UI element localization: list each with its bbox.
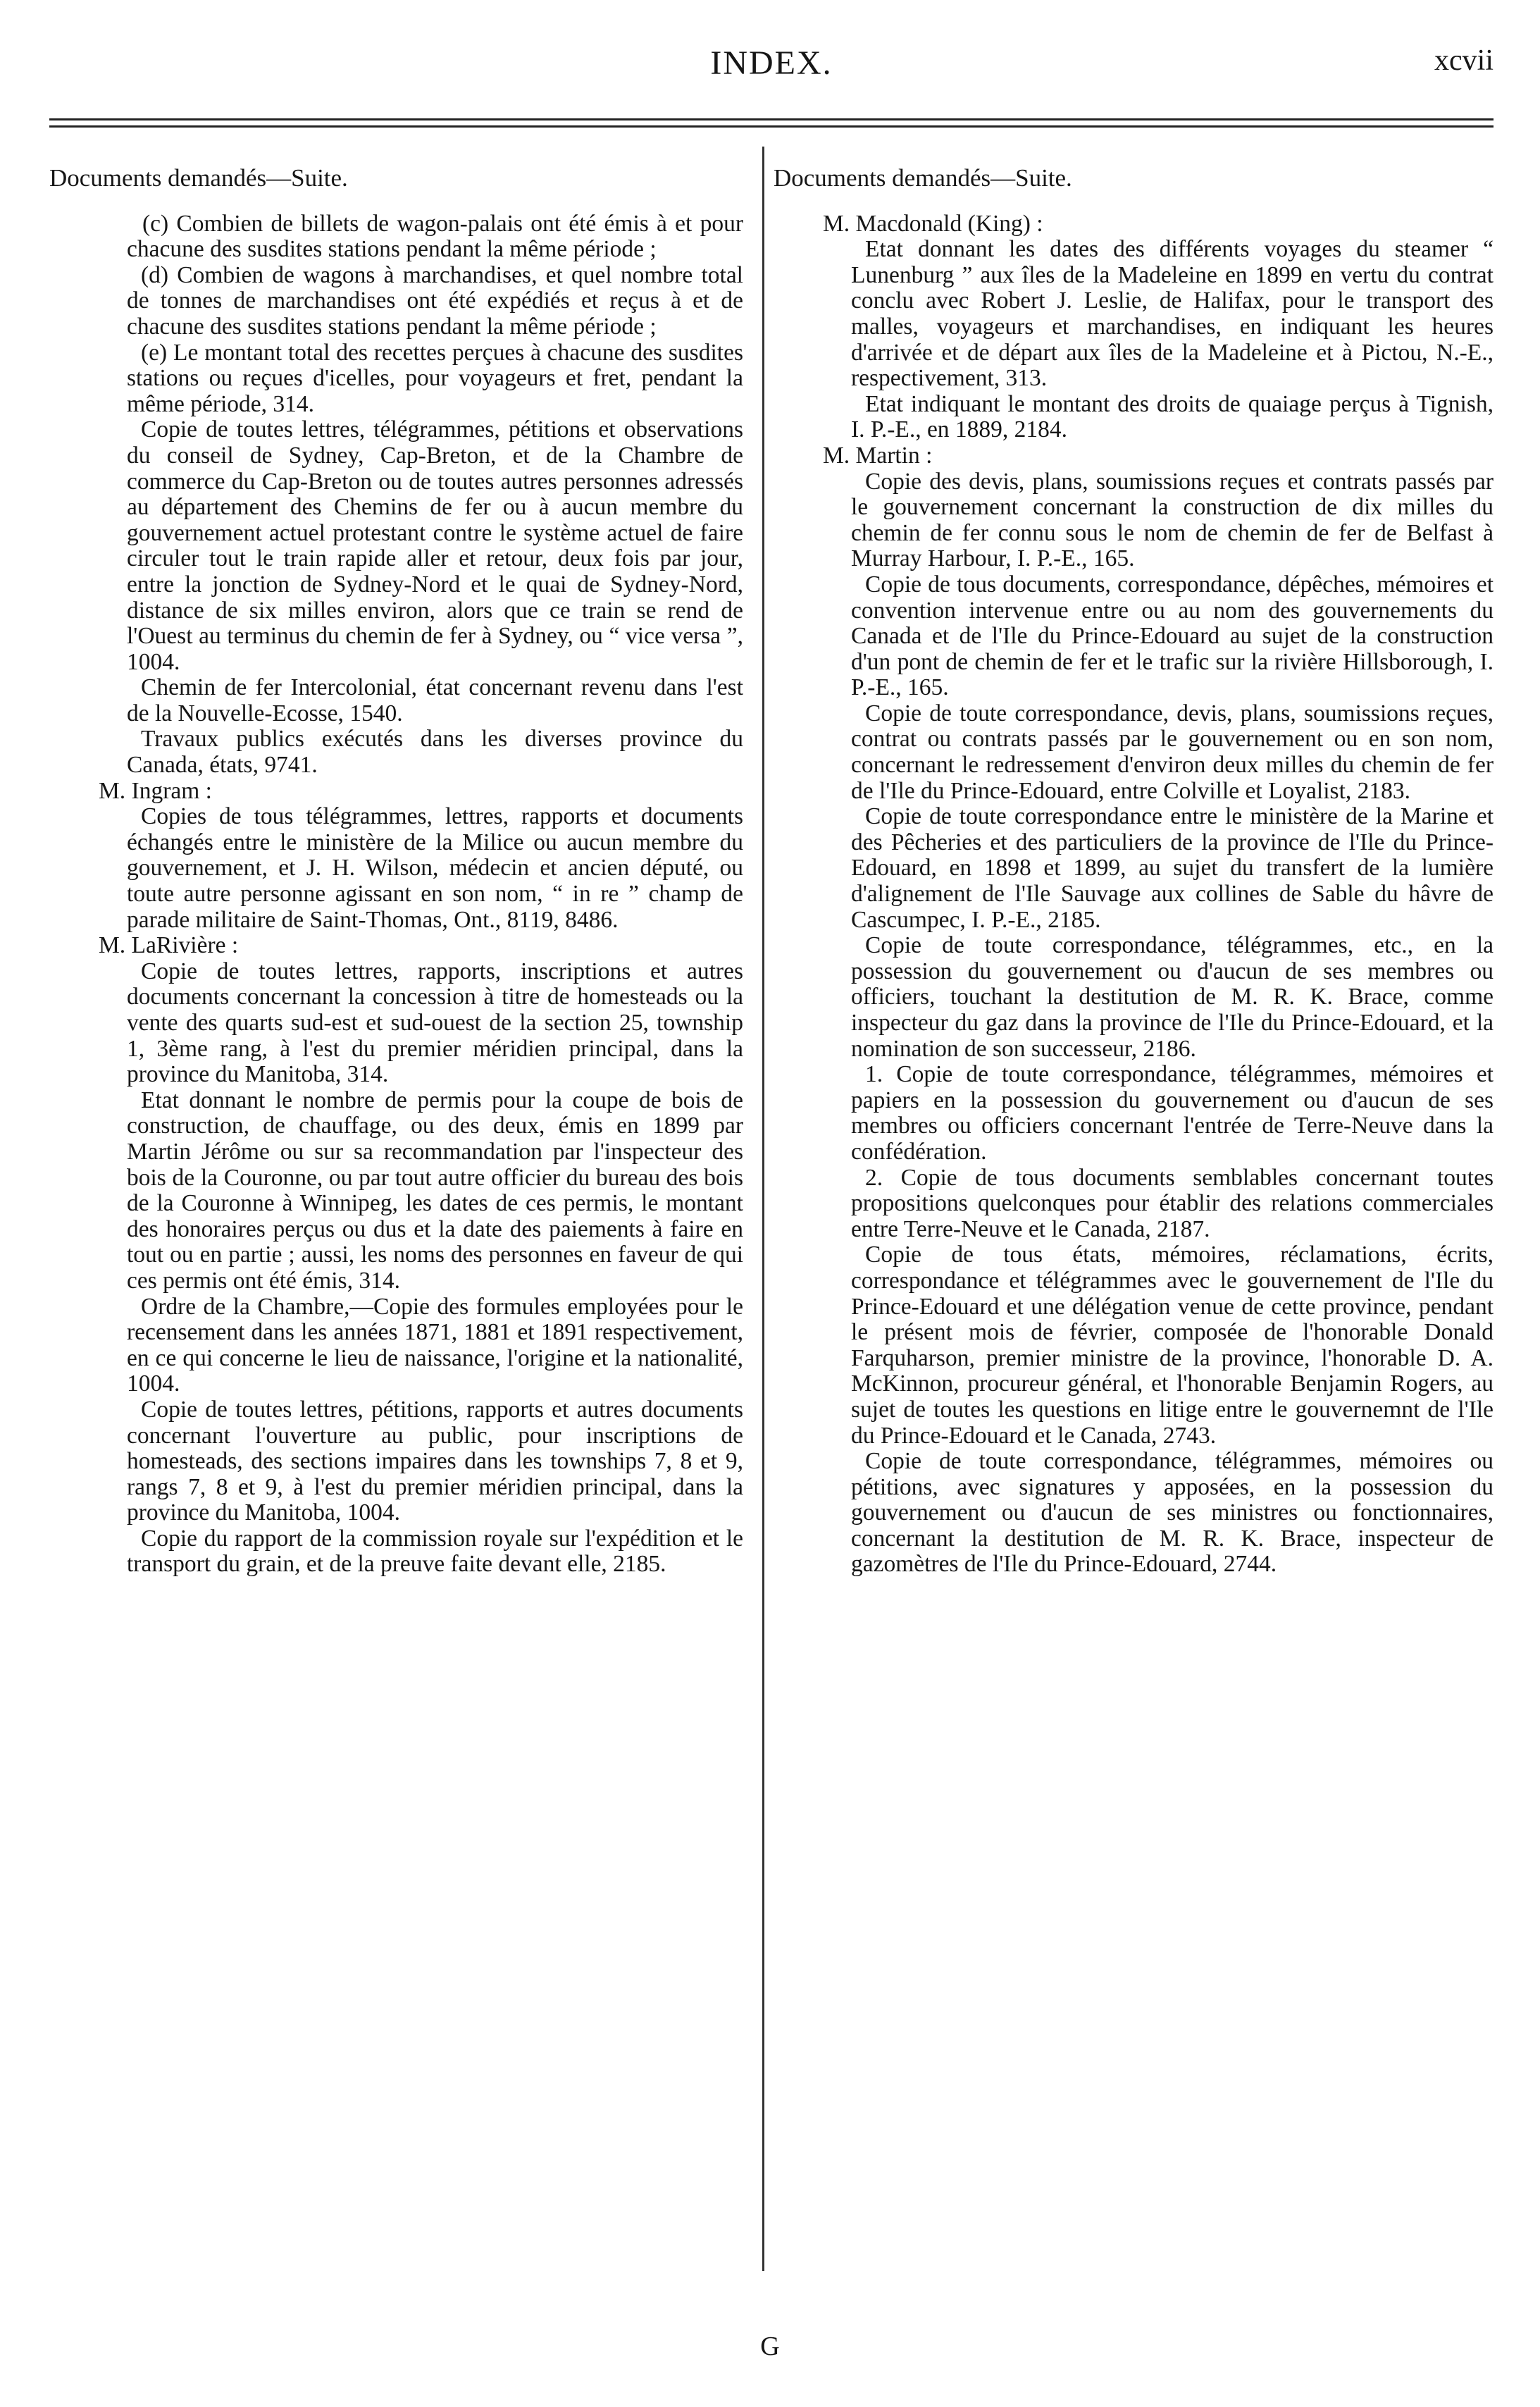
right-column-heading: Documents demandés—Suite. [774,164,1072,192]
index-entry: Copie de tous états, mémoires, réclamations, écrits, correspondance et télégrammes avec le gouvernement de l'Ile du Prince-Edouard et une délégation venue de cette province, pendant le présent mois de février, composée de l'honorable Donald Farquharson, premier ministre de la province, l'honorable D. A. McKinnon, procureur général, et l'honorable Benjamin Rogers, au sujet de toutes les questions en litige entre le gouvernemnt de l'Ile du Prince-Edouard et le Canada, 2743. [851,1242,1494,1449]
index-entry: Copie de toute correspondance, télégrammes, mémoires ou pétitions, avec signatures y apposées, en la possession du gouvernement ou d'aucun de ses ministres ou fonctionnaires, concernant la destitution de M. R. K. Brace, inspecteur de gazomètres de l'Ile du Prince-Edouard, 2744. [851,1448,1494,1578]
index-entry: Etat donnant le nombre de permis pour la coupe de bois de construction, de chauffage, ou des deux, émis en 1899 par Martin Jérôme ou sur sa recommandation par l'inspecteur des bois de la Couronne, ou par tout autre officier du bureau des bois de la Couronne à Winnipeg, les dates de ces permis, le montant des honoraires perçus ou dus et la date des paiements à faire en tout ou en partie ; aussi, les noms des personnes en faveur de qui ces permis ont été émis, 314. [127,1087,743,1294]
page-number: xcvii [1434,44,1494,77]
index-entry: Copie de tous documents, correspondance, dépêches, mémoires et convention intervenue entre ou au nom des gouvernements du Canada et de l'Ile du Prince-Edouard au sujet de la construction d'un pont de chemin de fer et le trafic sur la rivière Hillsborough, I. P.-E., 165. [851,571,1494,701]
header-rule-bottom [49,125,1494,128]
index-entry: Copie de toute correspondance, devis, plans, soumissions reçues, contrat ou contrats passés par le gouvernement ou en son nom, concernant le redressement d'environ deux milles du chemin de fer de l'Ile du Prince-Edouard, entre Colville et Loyalist, 2183. [851,700,1494,804]
index-entry: Copie de toutes lettres, télégrammes, pétitions et observations du conseil de Sydney, Cap-Breton, et de la Chambre de commerce du Cap-Breton ou de toutes autres personnes adressés au département des Chemins de fer ou à aucun membre du gouvernement actuel protestant contre le système actuel de faire circuler tout le train rapide aller et retour, deux fois par jour, entre la jonction de Sydney-Nord et le quai de Sydney-Nord, distance de six milles environ, alors que ce train se rend de l'Ouest au terminus du chemin de fer à Sydney, ou “ vice versa ”, 1004. [127,416,743,675]
member-name-ingram: M. Ingram : [99,777,212,804]
right-column [774,166,1494,1578]
index-entry: Etat indiquant le montant des droits de quaiage perçus à Tignish, I. P.-E., en 1889, 2184. [851,390,1494,443]
page-header [49,44,1494,86]
member-name-lariviere: M. LaRivière : [99,932,239,959]
left-column [49,166,743,1578]
member-name-macdonald: M. Macdonald (King) : [823,210,1043,237]
column-divider [762,147,764,2271]
page-title: INDEX. [710,44,833,82]
index-entry: (c) Combien de billets de wagon-palais ont été émis à et pour chacune des susdites stations pendant la même période ; [127,210,743,263]
header-rule-top [49,118,1494,120]
index-entry: (d) Combien de wagons à marchandises, et quel nombre total de tonnes de marchandises ont été expédiés et reçus à et de chacune des susdites stations pendant la même période ; [127,261,743,340]
index-entry: Copie des devis, plans, soumissions reçues et contrats passés par le gouvernement concernant la construction de dix milles du chemin de fer connu sous le nom de chemin de fer de Belfast à Murray Harbour, I. P.-E., 165. [851,468,1494,572]
index-entry: Etat donnant les dates des différents voyages du steamer “ Lunenburg ” aux îles de la Madeleine en 1899 en vertu du contrat conclu avec Robert J. Leslie, de Halifax, pour le transport des malles, voyageurs et marchandises, en indiquant les heures d'arrivée et de départ aux îles de la Madeleine et à Pictou, N.-E., respectivement, 313. [851,236,1494,392]
member-name-martin: M. Martin : [823,442,933,469]
index-entry: (e) Le montant total des recettes perçues à chacune des susdites stations ou reçues d'icelles, pour voyageurs et fret, pendant la même période, 314. [127,339,743,417]
index-entry: Travaux publics exécutés dans les diverses province du Canada, états, 9741. [127,726,743,779]
index-entry: Copie de toutes lettres, rapports, inscriptions et autres documents concernant la concession à titre de homesteads ou la vente des quarts sud-est et sud-ouest de la section 25, township 1, 3ème rang, à l'est du premier méridien principal, dans la province du Manitoba, 314. [127,958,743,1088]
index-entry: 2. Copie de tous documents semblables concernant toutes propositions quelconques pour établir des relations commerciales entre Terre-Neuve et le Canada, 2187. [851,1164,1494,1242]
index-entry: Chemin de fer Intercolonial, état concernant revenu dans l'est de la Nouvelle-Ecosse, 1540. [127,674,743,726]
index-entry: Copie de toute correspondance entre le ministère de la Marine et des Pêcheries et des particuliers de la province de l'Ile du Prince-Edouard, en 1898 et 1899, au sujet du transfert de la lumière d'alignement de l'Ile Sauvage aux collines de Sable du hâvre de Cascumpec, I. P.-E., 2185. [851,803,1494,933]
index-entry: Ordre de la Chambre,—Copie des formules employées pour le recensement dans les années 1871, 1881 et 1891 respectivement, en ce qui concerne le lieu de naissance, l'origine et la nationalité, 1004. [127,1293,743,1397]
index-entry: Copie du rapport de la commission royale sur l'expédition et le transport du grain, et de la preuve faite devant elle, 2185. [127,1525,743,1578]
left-column-heading: Documents demandés—Suite. [49,164,348,192]
index-entry: 1. Copie de toute correspondance, télégrammes, mémoires et papiers en la possession du gouvernement ou d'aucun de ses membres ou officiers concernant l'entrée de Terre-Neuve dans la confédération. [851,1061,1494,1165]
index-entry: Copies de tous télégrammes, lettres, rapports et documents échangés entre le ministère de la Milice ou aucun membre du gouvernement, et J. H. Wilson, médecin et ancien député, ou toute autre personne agissant en son nom, “ in re ” champ de parade militaire de Saint-Thomas, Ont., 8119, 8486. [127,803,743,933]
index-entry: Copie de toutes lettres, pétitions, rapports et autres documents concernant l'ouverture au public, pour inscriptions de homesteads, des sections impaires dans les townships 7, 8 et 9, rangs 7, 8 et 9, à l'est du premier méridien principal, dans la province du Manitoba, 1004. [127,1396,743,1526]
index-entry: Copie de toute correspondance, télégrammes, etc., en la possession du gouvernement ou d'aucun de ses membres ou officiers, touchant la destitution de M. R. K. Brace, comme inspecteur du gaz dans la province de l'Ile du Prince-Edouard, et la nomination de son successeur, 2186. [851,932,1494,1062]
signature-mark: G [760,2332,780,2361]
